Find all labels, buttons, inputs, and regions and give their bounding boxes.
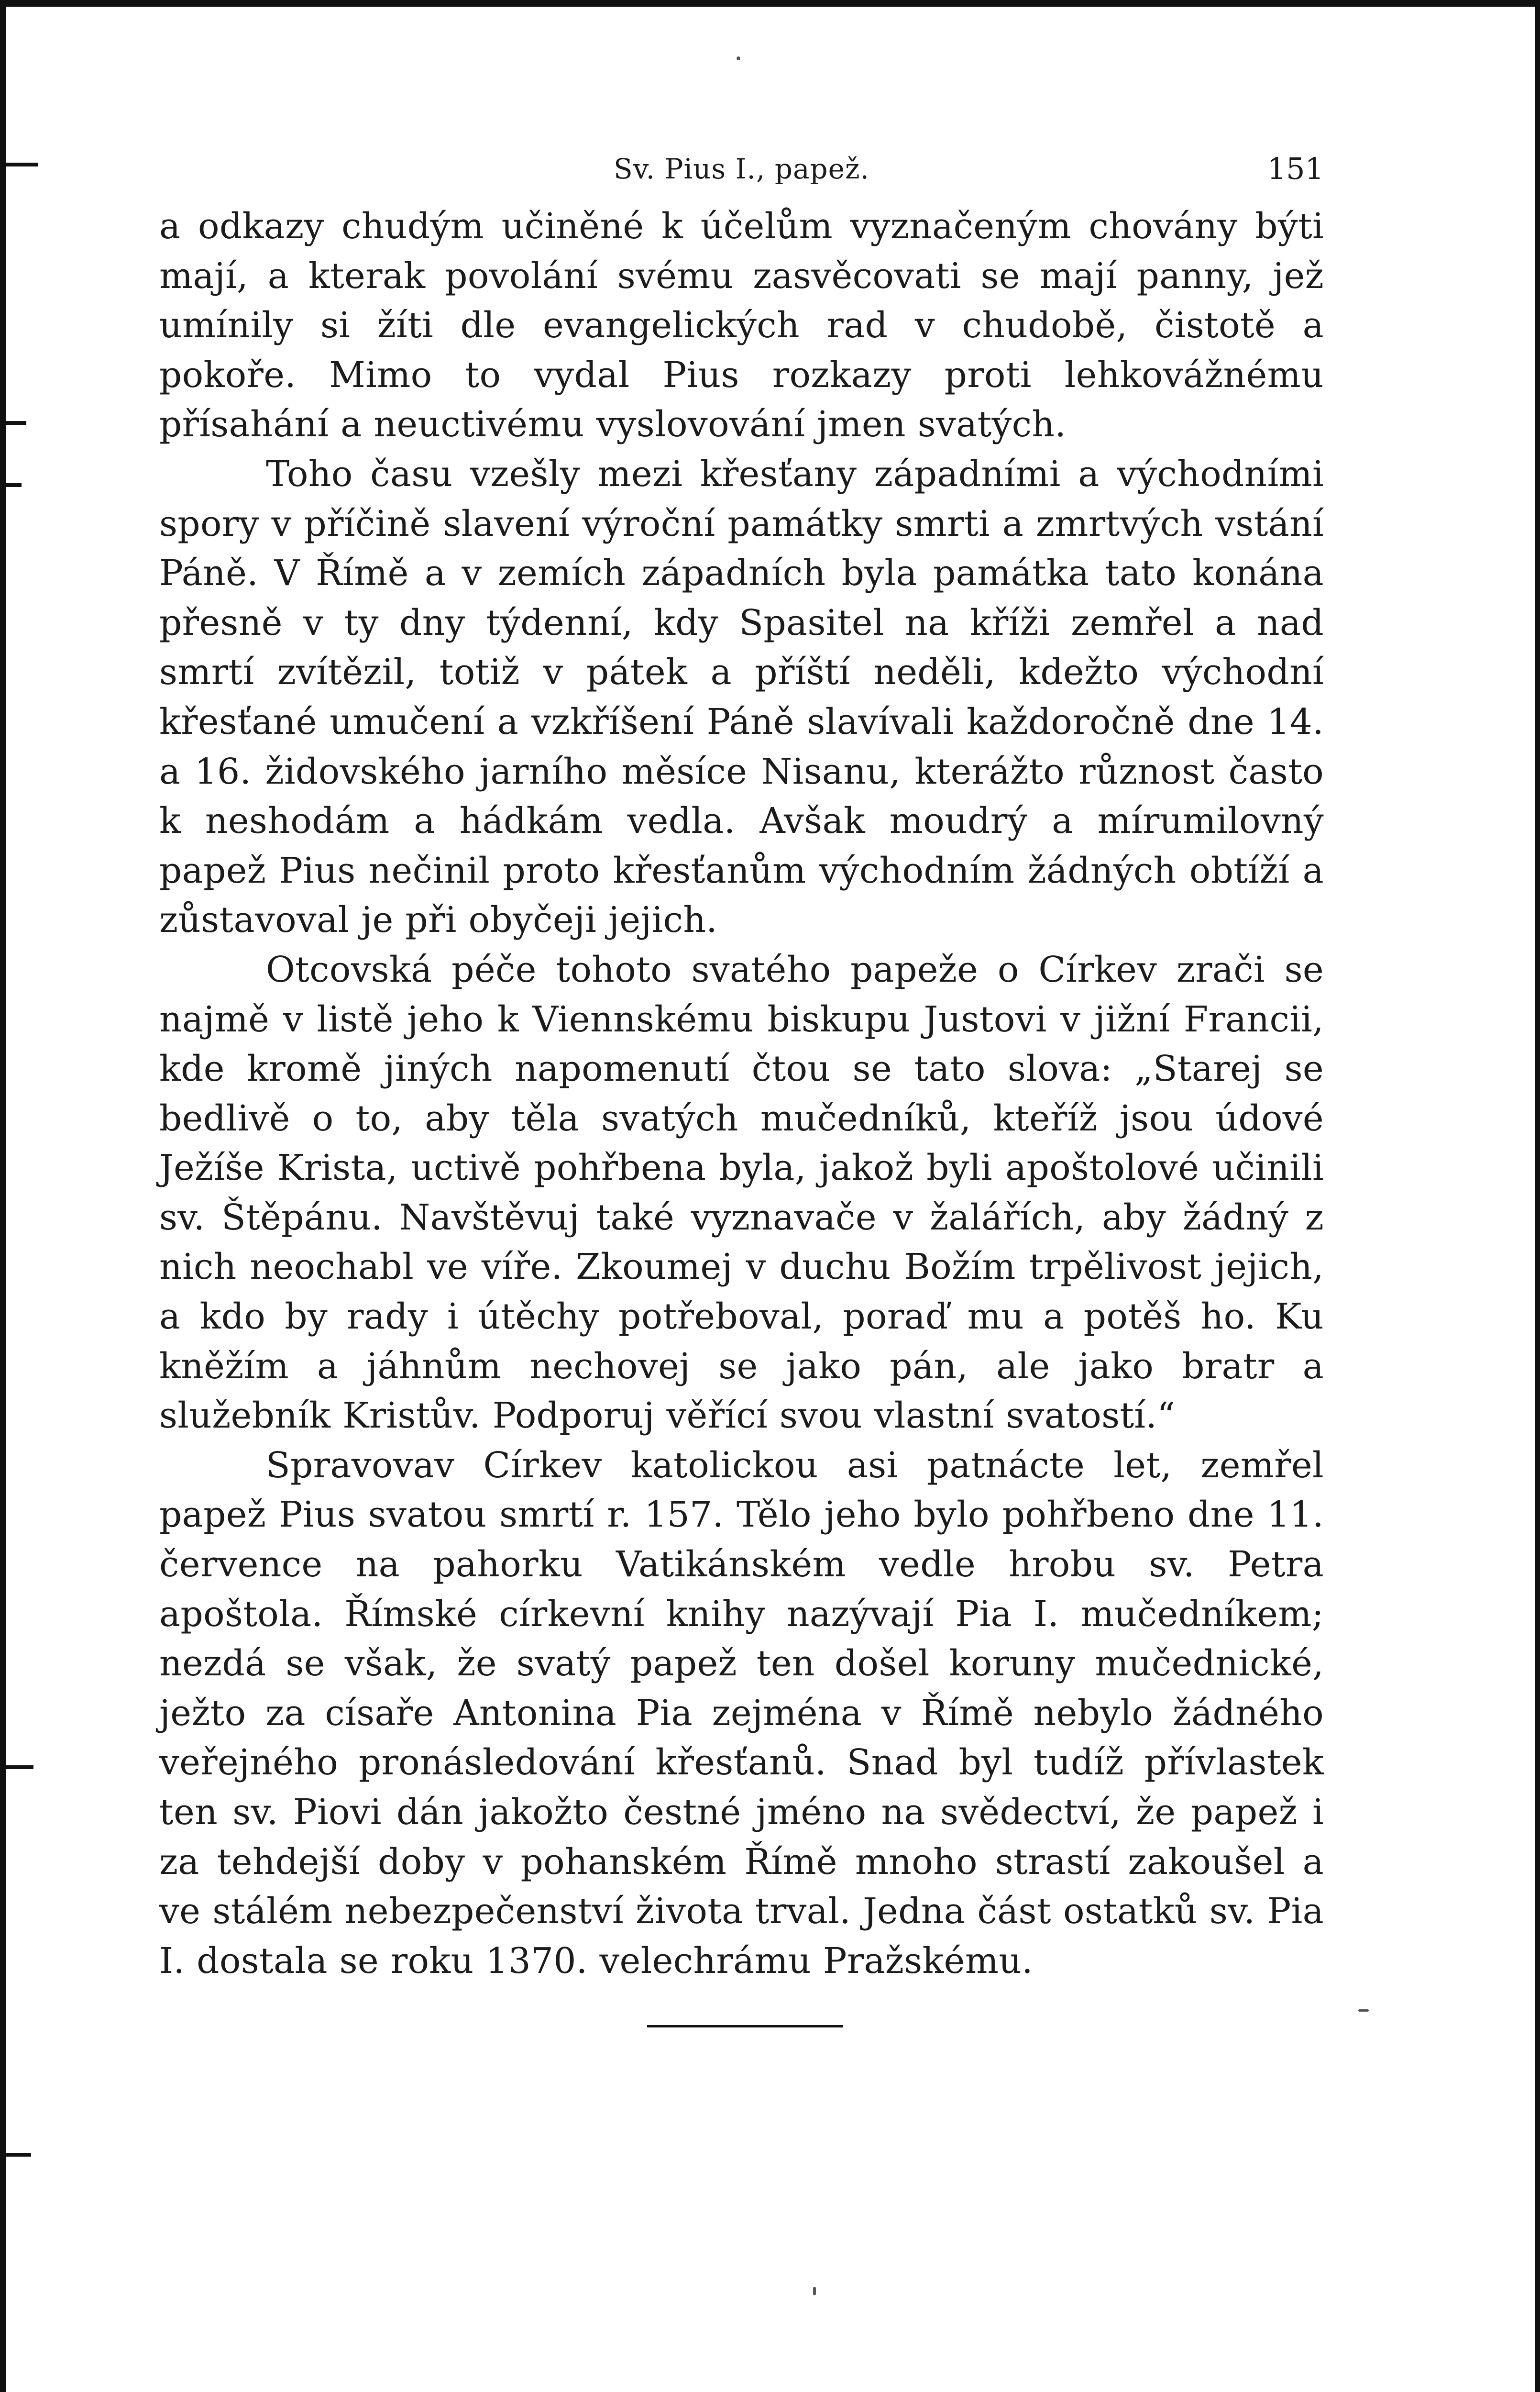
scan-speck xyxy=(813,2287,816,2295)
scan-speck xyxy=(737,56,740,60)
running-head xyxy=(159,143,1324,195)
paragraph-3: Otcovská péče tohoto svatého papeže o Církev zrači se najmě v listě jeho k Viennskému biskupu Justovi v jižní Francii, kde kromě jiných napomenutí čtou se tato slova: „Starej se bedlivě o to, aby těla svatých mučedníků, kteříž jsou údové Ježíše Krista, uctivě pohřbena byla, jakož byli apoštolové učinili sv. Štěpánu. Navštěvuj také vyznavače v žalářích, aby žádný z nich neochabl ve víře. Zkoumej v duchu Božím trpělivost jejich, a kdo by rady i útěchy potřeboval, poraď mu a potěš ho. Ku kněžím a jáhnům nechovej se jako pán, ale jako bratr a služebník Kristův. Podporuj věřící svou vlastní svatostí.“ xyxy=(159,949,1324,1437)
scan-speck xyxy=(1358,2009,1369,2012)
paragraph-2: Toho času vzešly mezi křesťany západními a východními spory v příčině slavení výroční památky smrti a zmrtvých vstání Páně. V Římě a v zemích západních byla památka tato konána přesně v ty dny týdenní, kdy Spasitel na kříži zemřel a nad smrtí zvítězil, totiž v pátek a příští neděli, kdežto východní křesťané umučení a vzkříšení Páně slavívali každoročně dne 14. a 16. židovského jarního měsíce Nisanu, kterážto různost často k neshodám a hádkám vedla. Avšak moudrý a mírumilovný papež Pius nečinil proto křesťanům východním žádných obtíží a zůstavoval je při obyčeji jejich. xyxy=(159,453,1324,941)
paragraph-4: Spravovav Církev katolickou asi patnácte let, zemřel papež Pius svatou smrtí r. 157. Tělo jeho bylo pohřbeno dne 11. července na pahorku Vatikánském vedle hrobu sv. Petra apoštola. Římské církevní knihy nazývají Pia I. mučedníkem; nezdá se však, že svatý papež ten došel koruny mučednické, ježto za císaře Antonina Pia zejména v Římě nebylo žádného veřejného pronásledování křesťanů. Snad byl tudíž přívlastek ten sv. Piovi dán jakožto čestné jméno na svědectví, že papež i za tehdejší doby v pohanském Římě mnoho strastí zakoušel a ve stálém nebezpečenství života trval. Jedna část ostatků sv. Pia I. dostala se roku 1370. velechrámu Pražskému. xyxy=(159,1444,1324,1982)
body-text xyxy=(159,202,1324,1986)
running-title: Sv. Pius I., papež. xyxy=(614,153,869,185)
book-page xyxy=(159,143,1324,2027)
page-number: 151 xyxy=(1267,151,1324,186)
section-divider xyxy=(647,2025,843,2027)
paragraph-1: a odkazy chudým učiněné k účelům vyznačeným chovány býti mají, a kterak povolání svému zasvěcovati se mají panny, jež umínily si žíti dle evangelických rad v chudobě, čistotě a pokoře. Mimo to vydal Pius rozkazy proti lehkovážnému přísahání a neuctivému vyslovování jmen svatých. xyxy=(159,206,1324,445)
